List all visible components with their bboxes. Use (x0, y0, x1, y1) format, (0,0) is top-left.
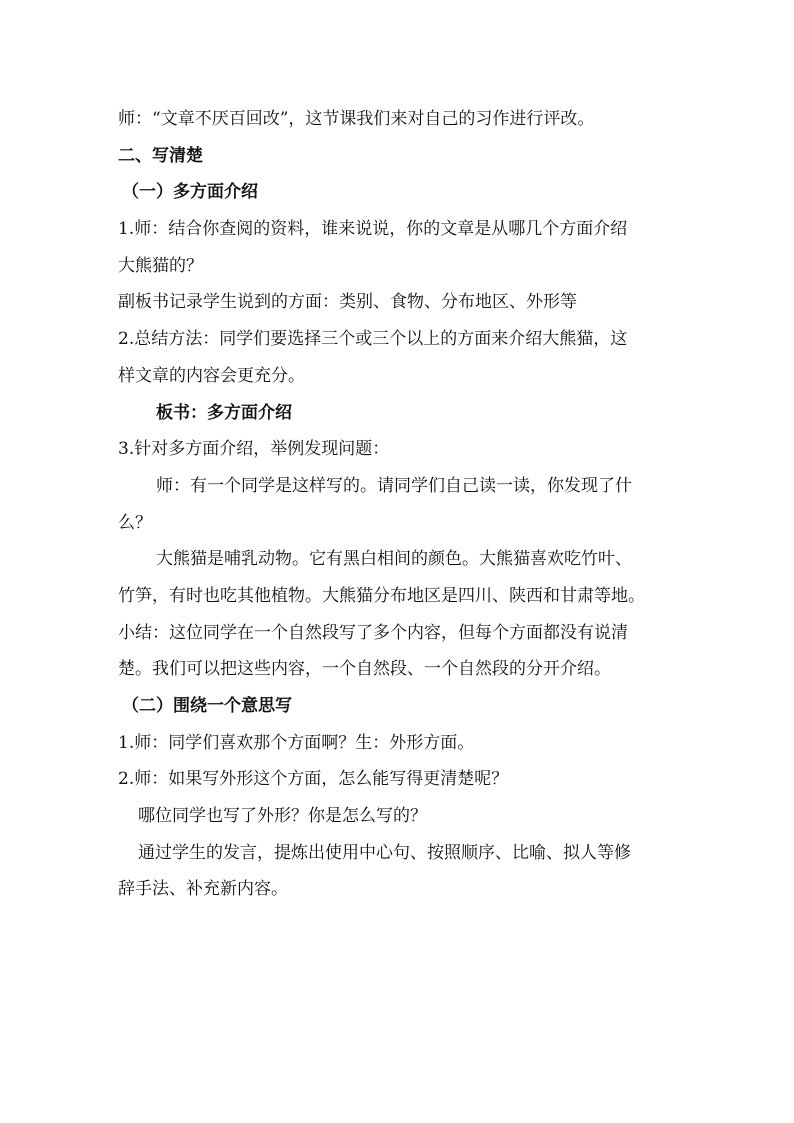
subsection-heading-multi-aspect: （一）多方面介绍 (122, 182, 258, 203)
board-note-aspects: 副板书记录学生说到的方面：类别、食物、分布地区、外形等 (118, 292, 577, 313)
document-body (118, 101, 678, 908)
method-summary: 通过学生的发言，提炼出使用中心句、按照顺序、比喻、拟人等修 (138, 842, 631, 863)
board-title-multi-aspect: 板书：多方面介绍 (156, 402, 292, 423)
subsection-heading-one-idea: （二）围绕一个意思写 (122, 696, 292, 716)
step-1-preference: 1.师：同学们喜欢那个方面啊？生：外形方面。 (118, 732, 475, 753)
teacher-prompt: 师：有一个同学是这样写的。请同学们自己读一读，你发现了什 (156, 475, 632, 496)
teacher-prompt-cont: 么？ (118, 512, 152, 533)
step-1-question: 1.师：结合你查阅的资料，谁来说说，你的文章是从哪几个方面介绍 (118, 219, 628, 240)
appearance-question: 哪位同学也写了外形？你是怎么写的？ (138, 806, 427, 827)
summary-note: 小结：这位同学在一个自然段写了多个内容，但每个方面都没有说清 (118, 622, 628, 643)
student-example-text: 大熊猫是哺乳动物。它有黑白相间的颜色。大熊猫喜欢吃竹叶、 (156, 549, 632, 570)
step-2-summary: 2.总结方法：同学们要选择三个或三个以上的方面来介绍大熊猫，这 (118, 329, 628, 350)
step-2-summary-cont: 样文章的内容会更充分。 (118, 365, 305, 386)
paragraph-intro: 师：“文章不厌百回改”，这节课我们来对自己的习作进行评改。 (118, 109, 595, 129)
step-1-question-cont: 大熊猫的？ (118, 255, 203, 276)
section-heading-clarity: 二、写清楚 (118, 145, 203, 166)
step-2-appearance: 2.师：如果写外形这个方面，怎么能写得更清楚呢？ (118, 769, 509, 790)
method-summary-cont: 辞手法、补充新内容。 (118, 879, 288, 900)
student-example-text-cont: 竹笋，有时也吃其他植物。大熊猫分布地区是四川、陕西和甘肃等地。 (118, 585, 645, 606)
summary-note-cont: 楚。我们可以把这些内容，一个自然段、一个自然段的分开介绍。 (118, 659, 611, 680)
step-3-example: 3.针对多方面介绍，举例发现问题： (118, 439, 390, 460)
